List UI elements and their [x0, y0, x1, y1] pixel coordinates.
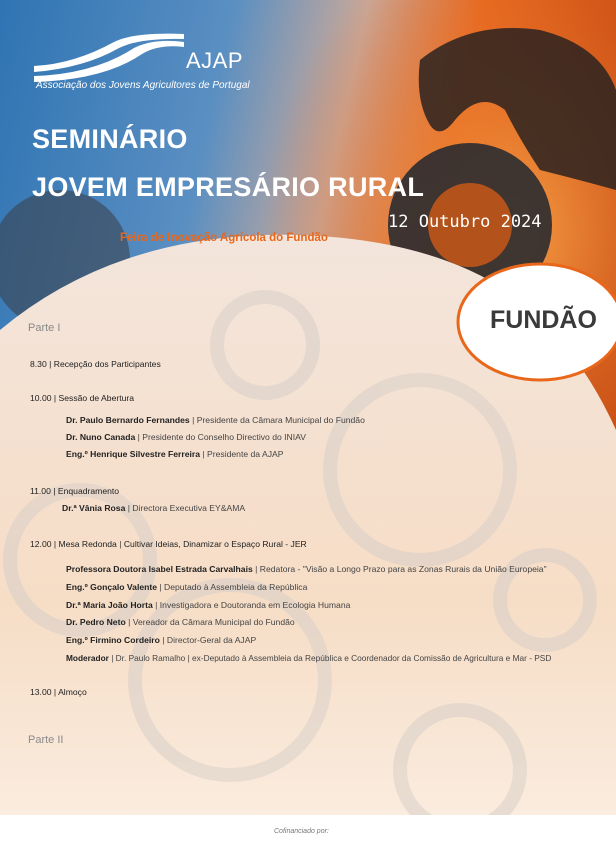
speaker-role: Investigadora e Doutoranda em Ecologia Humana — [159, 600, 351, 610]
session-title: Enquadramento — [57, 486, 120, 496]
speaker-name: Dr.ª Maria João Horta — [66, 600, 153, 610]
program-item — [30, 687, 87, 697]
speaker-role: Presidente do Conselho Directivo do INIAV — [142, 432, 306, 442]
speaker-role: Redatora - "Visão a Longo Prazo para as Zonas Rurais da União Europeia" — [259, 564, 547, 574]
logo-subtitle: Associação dos Jovens Agricultores de Portugal — [36, 80, 250, 91]
speaker-row: Dr.ª Maria João Horta | Investigadora e Doutoranda em Ecologia Humana — [66, 600, 351, 610]
speaker-role: Presidente da Câmara Municipal do Fundão — [196, 415, 365, 425]
speaker-name: Dr. Paulo Bernardo Fernandes — [66, 415, 190, 425]
speaker-row: Eng.º Henrique Silvestre Ferreira | Presidente da AJAP — [66, 449, 284, 459]
speaker-row: Eng.º Firmino Cordeiro | Director-Geral da AJAP — [66, 635, 257, 645]
speaker-name: Professora Doutora Isabel Estrada Carvalhais — [66, 564, 253, 574]
speaker-name: Dr. Pedro Neto — [66, 617, 126, 627]
cofinance-label: Cofinanciado por: — [274, 828, 329, 835]
speaker-row: Dr. Pedro Neto | Vereador da Câmara Municipal do Fundão — [66, 617, 295, 627]
speaker-row: Dr. Nuno Canada | Presidente do Conselho Directivo do INIAV — [66, 432, 306, 442]
session-title: Almoço — [58, 687, 87, 697]
session-theme: Cultivar Ideias, Dinamizar o Espaço Rural - JER — [123, 539, 307, 549]
part-two-label: Parte II — [28, 734, 64, 746]
session-title: Sessão de Abertura — [58, 393, 135, 403]
speaker-name: Eng.º Gonçalo Valente — [66, 582, 158, 592]
program-item — [30, 486, 119, 496]
speaker-row: Eng.º Gonçalo Valente | Deputado à Assembleia da República — [66, 582, 308, 592]
speaker-row: Dr. Paulo Bernardo Fernandes | Presidente da Câmara Municipal do Fundão — [66, 415, 365, 425]
speaker-name: Eng.º Henrique Silvestre Ferreira — [66, 449, 201, 459]
session-title: Mesa Redonda — [58, 539, 117, 549]
event-subtitle: Feira de Inovação Agrícola do Fundão — [120, 232, 328, 244]
part-one-label: Parte I — [28, 322, 61, 334]
program-item — [30, 359, 161, 369]
time-label: 8.30 | — [30, 359, 52, 369]
page-title-line1: SEMINÁRIO — [32, 124, 188, 154]
time-label: 12.00 | — [30, 539, 57, 549]
program-item — [30, 393, 134, 403]
time-label: 11.00 | — [30, 486, 56, 496]
session-title: Recepção dos Participantes — [53, 359, 161, 369]
speaker-role: Dr. Paulo Ramalho | ex-Deputado à Assembleia da República e Coordenador da Comissão de Agricultura e Mar - PSD — [115, 653, 552, 663]
speaker-role: Vereador da Câmara Municipal do Fundão — [132, 617, 295, 627]
time-label: 10.00 | — [30, 393, 57, 403]
speaker-row: Dr.ª Vânia Rosa | Directora Executiva EY&AMA — [62, 503, 246, 513]
logo-text: AJAP — [186, 48, 244, 73]
event-city: FUNDÃO — [490, 306, 597, 334]
speaker-role: Deputado à Assembleia da República — [164, 582, 308, 592]
event-date: 12 Outubro 2024 — [388, 212, 542, 232]
speaker-name: Dr.ª Vânia Rosa — [62, 503, 126, 513]
speaker-row: Professora Doutora Isabel Estrada Carvalhais | Redatora - "Visão a Longo Prazo para as Zonas Rurais da União Europeia" — [66, 564, 547, 574]
speaker-name: Moderador — [66, 653, 109, 663]
time-label: 13.00 | — [30, 687, 57, 697]
speaker-role: Directora Executiva EY&AMA — [132, 503, 246, 513]
speaker-name: Dr. Nuno Canada — [66, 432, 136, 442]
speaker-role: Presidente da AJAP — [207, 449, 284, 459]
speaker-row: Moderador | Dr. Paulo Ramalho | ex-Deputado à Assembleia da República e Coordenador da Comissão de Agricultura e Mar - PSD — [66, 653, 552, 663]
page-title-line2: JOVEM EMPRESÁRIO RURAL — [32, 172, 425, 202]
speaker-role: Director-Geral da AJAP — [166, 635, 257, 645]
speaker-name: Eng.º Firmino Cordeiro — [66, 635, 160, 645]
program-item: 12.00 | Mesa Redonda | Cultivar Ideias, Dinamizar o Espaço Rural - JER — [30, 539, 307, 549]
